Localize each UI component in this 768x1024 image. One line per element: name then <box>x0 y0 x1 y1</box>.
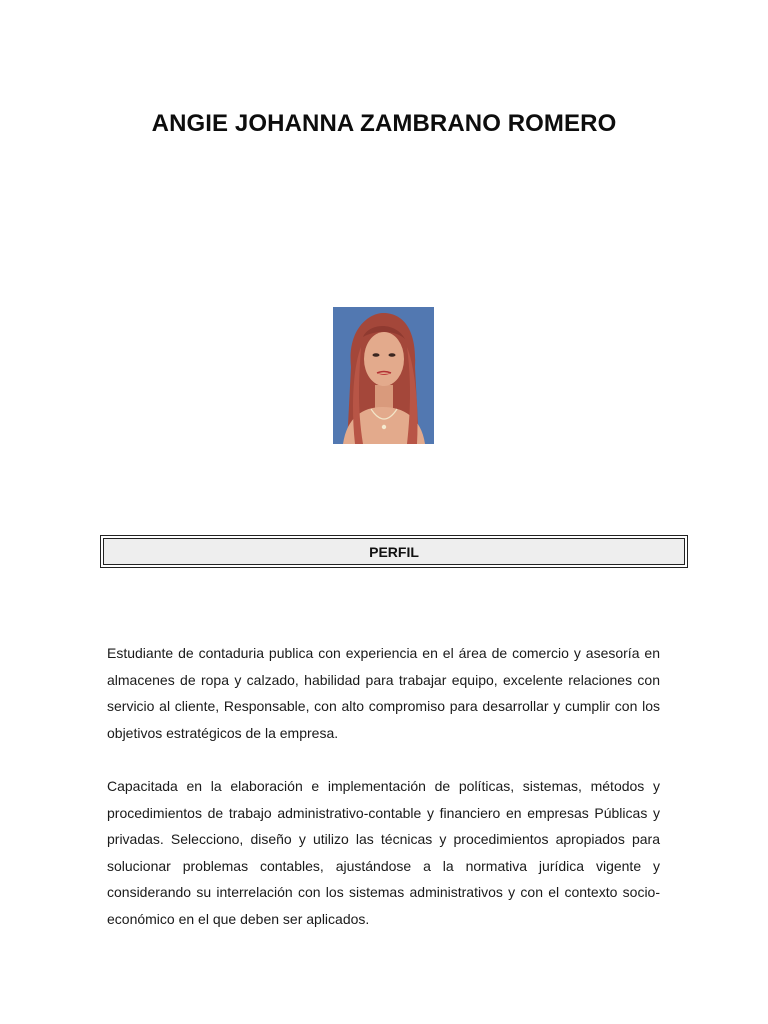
profile-paragraph-1: Estudiante de contaduria publica con experiencia en el área de comercio y asesoría en almacenes de ropa y calzado, habilidad para trabajar equipo, excelente relaciones con servicio al cliente, Responsable, con alto compromiso para desarrollar y cumplir con los objetivos estratégicos de la empresa. <box>107 645 660 741</box>
profile-section-header <box>100 535 688 568</box>
profile-photo-illustration <box>333 307 434 444</box>
profile-photo <box>333 307 434 444</box>
profile-paragraph-2: Capacitada en la elaboración e implementación de políticas, sistemas, métodos y procedimientos de trabajo administrativo-contable y financiero en empresas Públicas y privadas. Selecciono, diseño y utilizo las técnicas y procedimientos apropiados para solucionar problemas contables, ajustándose a la normativa jurídica vigente y considerando su interrelación con los sistemas administrativos y con el contexto socio-económico en el que deben ser aplicados. <box>107 778 660 927</box>
section-title: PERFIL <box>103 538 685 565</box>
candidate-name: ANGIE JOHANNA ZAMBRANO ROMERO <box>151 110 617 137</box>
